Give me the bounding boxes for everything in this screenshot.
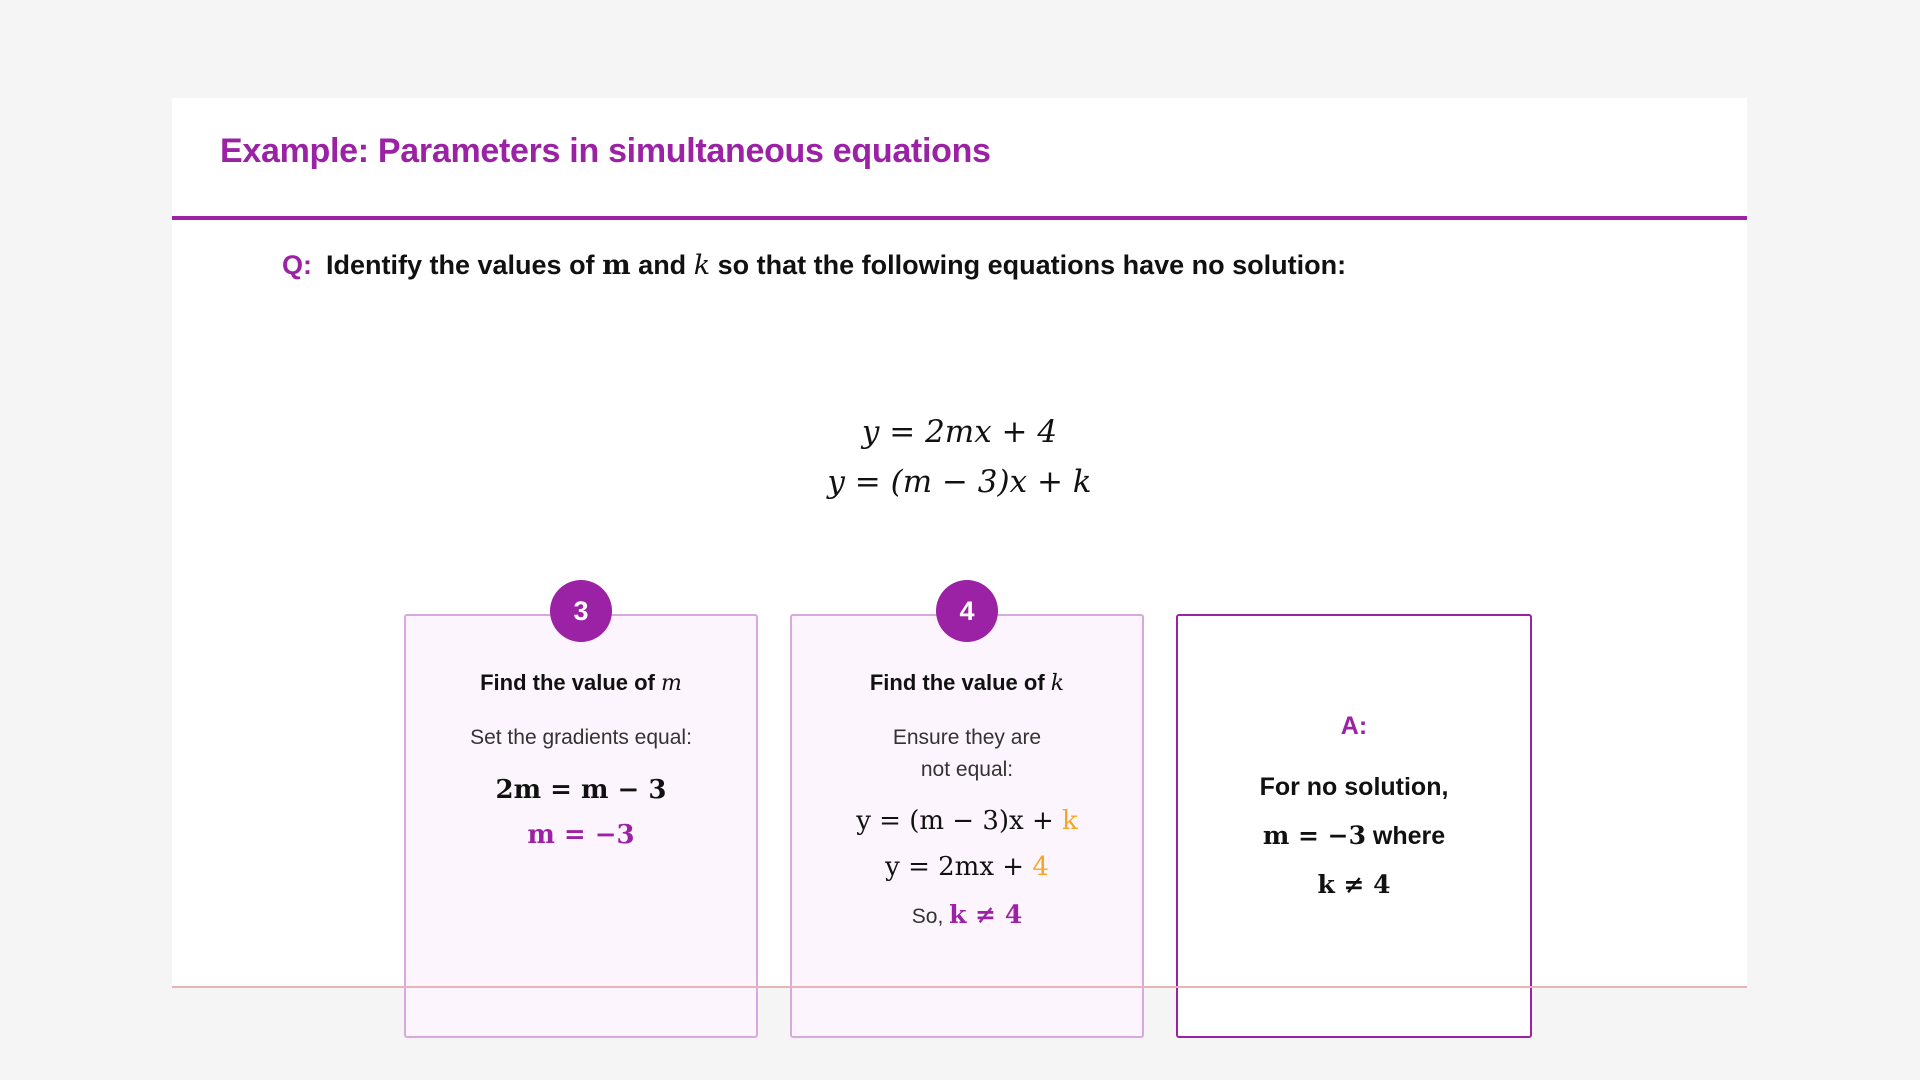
question-part-2: and xyxy=(638,250,687,280)
question-text xyxy=(326,250,1346,281)
answer-line-1: For no solution, xyxy=(1259,773,1449,801)
slide xyxy=(172,98,1747,988)
slide-bottom-divider xyxy=(172,986,1747,988)
step-4-math-2-base: y = 2mx + xyxy=(885,851,1033,882)
answer-line-3 xyxy=(1196,861,1512,910)
step-4-math-2-highlight: 4 xyxy=(1032,851,1049,882)
step-4-math-1-base: y = (m − 3)x + xyxy=(856,806,1062,836)
step-3-heading xyxy=(424,670,738,696)
step-badge-3: 3 xyxy=(550,580,612,642)
answer-line-2-text: where xyxy=(1365,821,1446,850)
question-row xyxy=(282,250,1682,281)
step-card-3 xyxy=(404,595,758,1038)
page-title: Example: Parameters in simultaneous equations xyxy=(220,132,991,170)
step-3-heading-var: m xyxy=(661,671,682,696)
card-row xyxy=(404,595,1532,1038)
step-4-heading xyxy=(810,670,1124,696)
step-4-math-2 xyxy=(810,845,1124,891)
answer-label: A: xyxy=(1340,712,1368,740)
step-4-subtext xyxy=(810,722,1124,785)
step-3-heading-text: Find the value of xyxy=(480,670,655,695)
equation-1: y = 2mx + 4 xyxy=(861,414,1058,450)
title-divider xyxy=(172,216,1747,220)
step-4-heading-var: k xyxy=(1050,671,1065,696)
answer-card xyxy=(1176,614,1532,1038)
equation-2: y = (m − 3)x + k xyxy=(827,463,1092,500)
step-3-subtext: Set the gradients equal: xyxy=(470,726,692,749)
step-3-math-1: 2m = m − 3 xyxy=(495,774,667,805)
step-4-subtext-line-1: Ensure they are xyxy=(892,726,1042,749)
step-card-4 xyxy=(790,595,1144,1038)
question-var-m: m xyxy=(602,250,631,281)
step-3-math-2: m = −3 xyxy=(527,820,635,850)
answer-line-2 xyxy=(1196,812,1512,861)
step-4-math-3 xyxy=(810,896,1124,934)
question-part-3: so that the following equations have no solution: xyxy=(717,250,1347,280)
question-part-1: Identify the values of xyxy=(326,250,595,280)
answer-line-3-math: k ≠ 4 xyxy=(1317,869,1391,899)
step-4-math-1 xyxy=(810,799,1124,845)
step-4-math-3-prefix: So, xyxy=(911,905,950,928)
step-badge-4: 4 xyxy=(936,580,998,642)
step-4-math-3-highlight: k ≠ 4 xyxy=(949,900,1023,929)
question-label: Q: xyxy=(282,250,312,280)
step-4-math-1-highlight: k xyxy=(1062,806,1078,836)
answer-line-2-math: m = −3 xyxy=(1262,820,1366,850)
step-4-heading-text: Find the value of xyxy=(869,670,1045,695)
step-4-subtext-line-2: not equal: xyxy=(920,757,1014,781)
question-var-k: k xyxy=(693,250,711,281)
equation-block xyxy=(172,408,1747,507)
